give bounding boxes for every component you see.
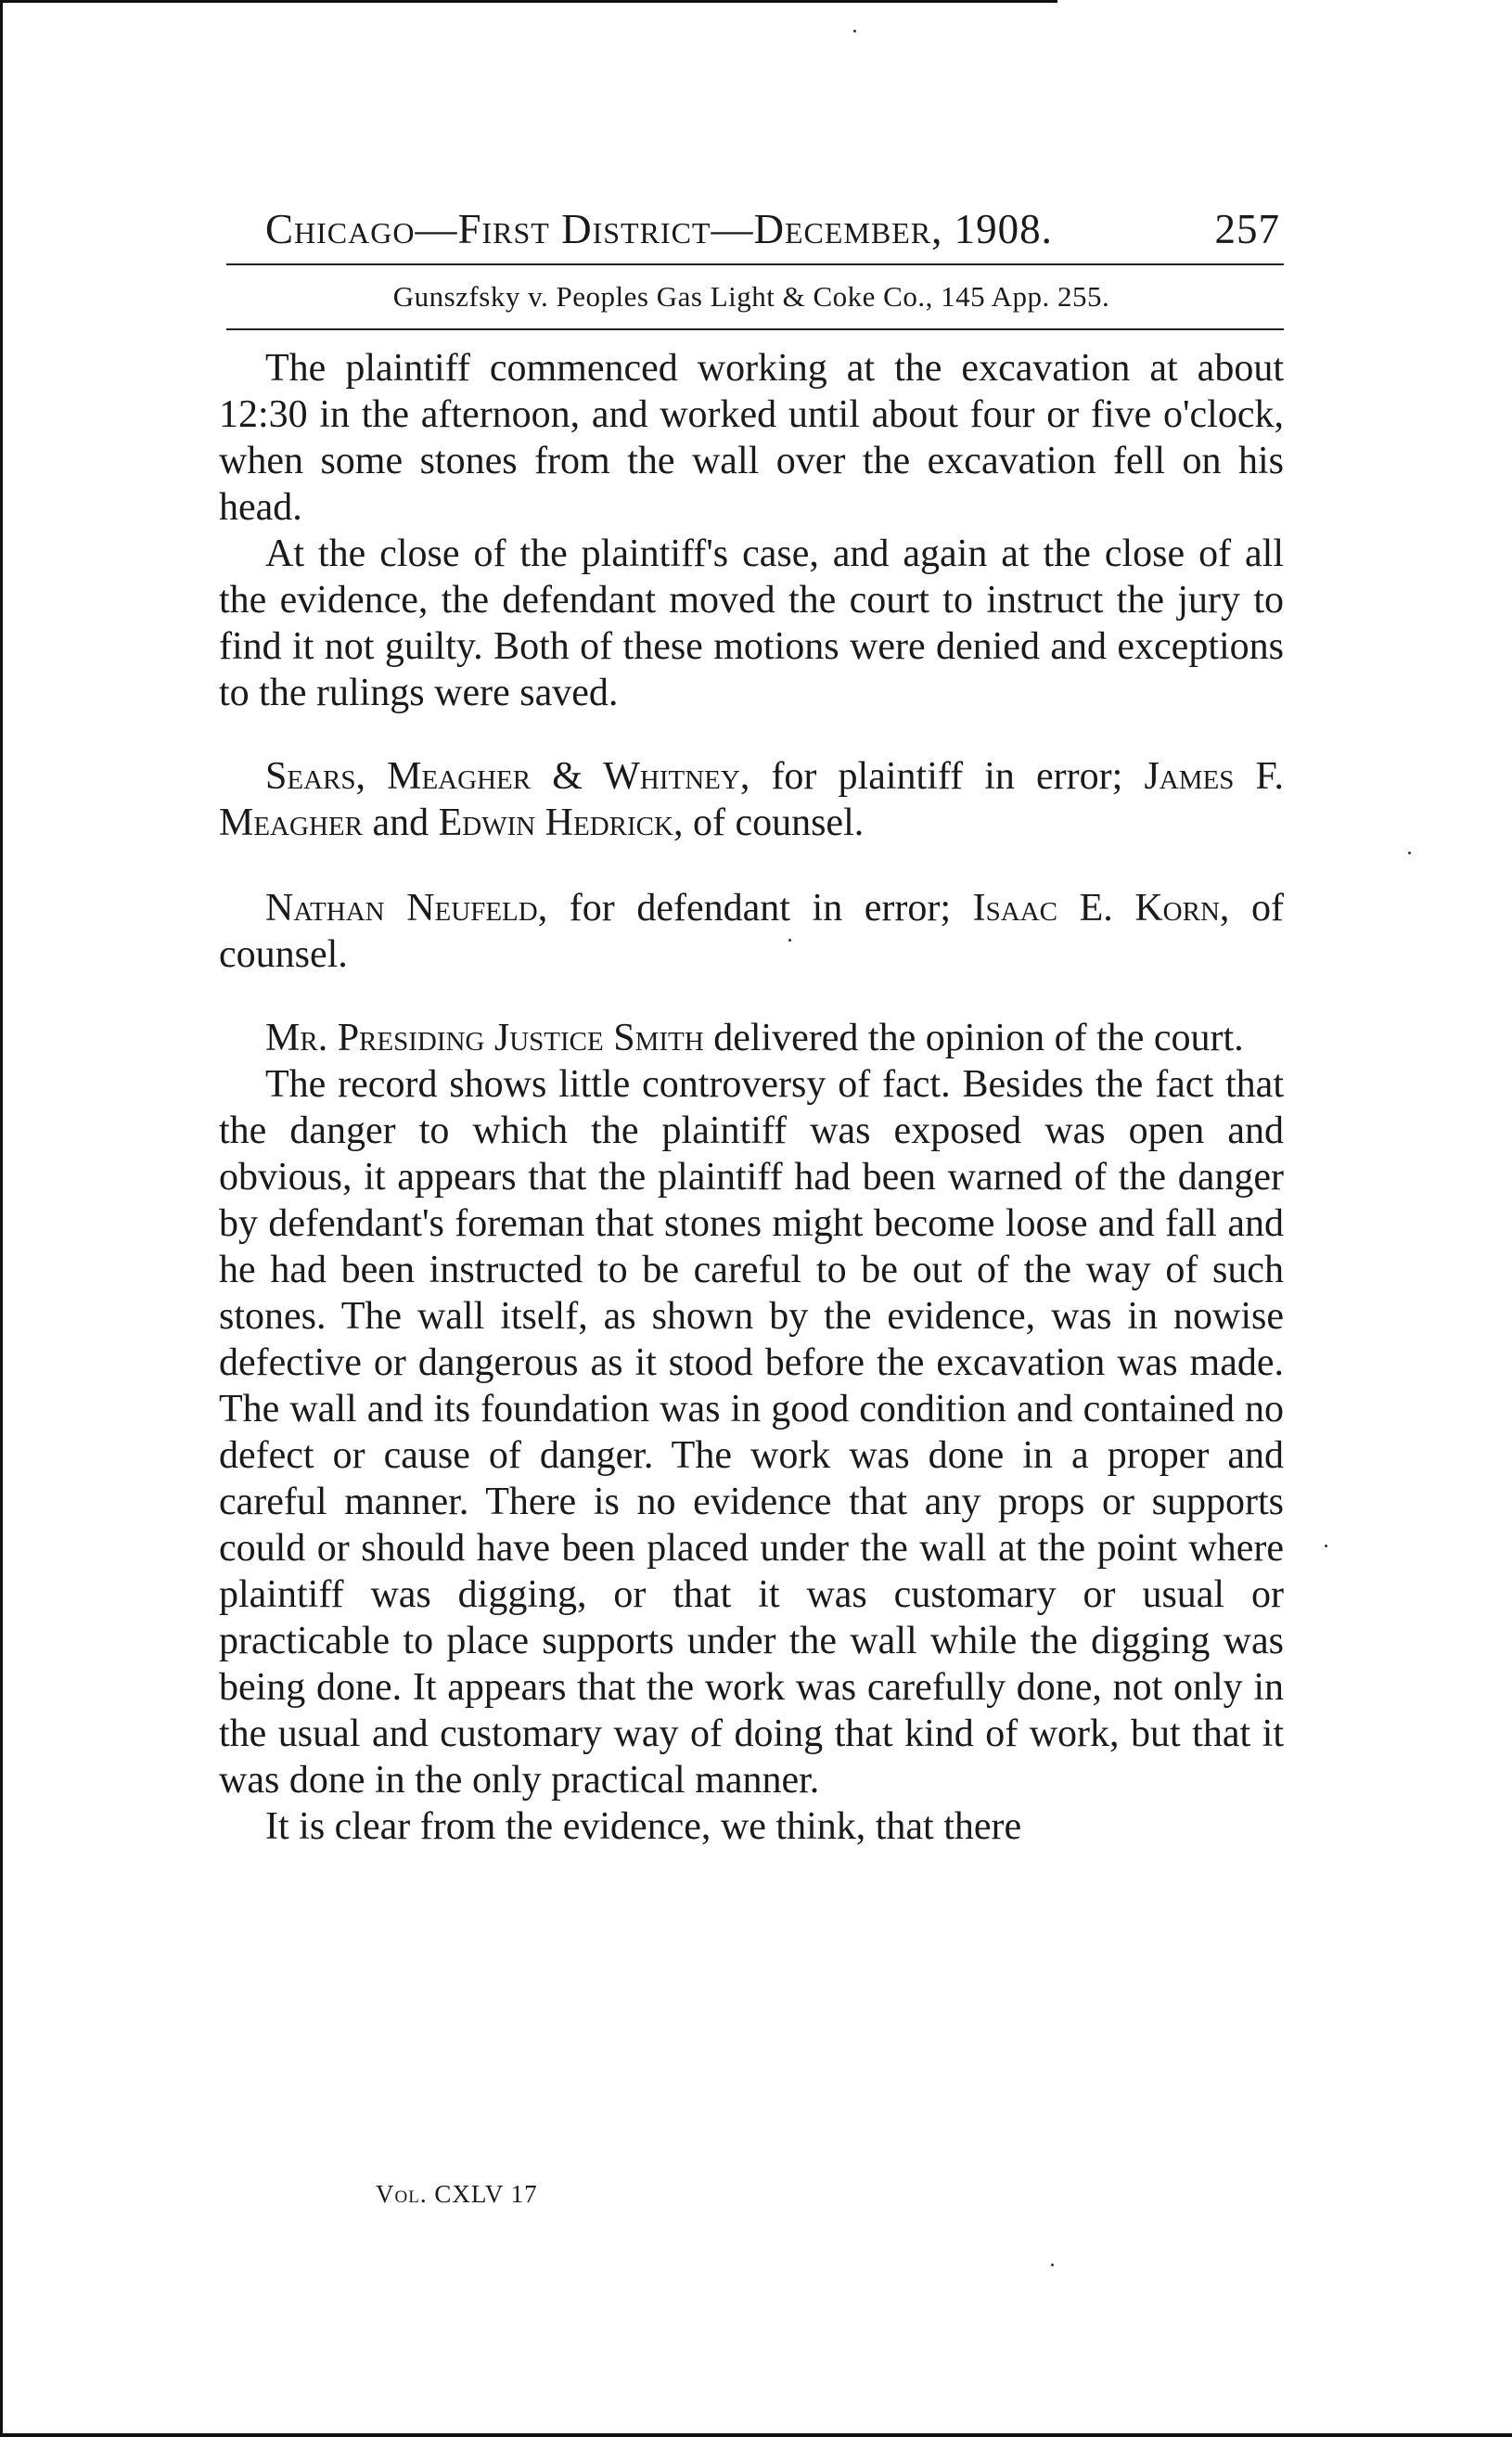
scan-speck: [1408, 852, 1411, 854]
opinion-opening: [219, 1015, 1284, 1061]
defendant-attorney-1: Nathan Neufeld: [265, 887, 538, 930]
header-rule-bottom: [226, 328, 1284, 330]
defendant-attorney-2: Isaac E. Korn: [972, 887, 1220, 930]
page-number: 257: [1214, 206, 1280, 252]
plaintiff-firm: Sears, Meagher & Whitney: [265, 755, 740, 798]
opinion-judge: Mr. Presiding Justice Smith: [265, 1017, 704, 1059]
plaintiff-role: , for plaintiff in error;: [739, 755, 1145, 798]
defendant-suffix: , of counsel.: [219, 887, 1284, 976]
scan-speck: [788, 939, 791, 942]
scan-border-top: [0, 0, 1057, 3]
defendant-role: , for defendant in error;: [537, 887, 973, 930]
running-head-title: Chicago—First District—December, 1908.: [265, 206, 1053, 252]
plaintiff-suffix: , of counsel.: [673, 802, 865, 844]
counsel-defendant: [219, 885, 1284, 978]
scan-speck: [1325, 1545, 1327, 1547]
page: [219, 195, 1284, 1850]
scan-border-left: [0, 0, 3, 2437]
paragraph-3: The record shows little controversy of fact. Besides the fact that the danger to which the plaintiff was exposed was open and obvious, it appears that the plaintiff had been warned of the danger by defendant's foreman that stones might become loose and fall and he had been instructed to be careful to be out of the way of such stones. The wall itself, as shown by the evidence, was in nowise defective or dangerous as it stood before the excavation was made. The wall and its foundation was in good condition and contained no defect or cause of danger. The work was done in a proper and careful manner. There is no evidence that any props or supports could or should have been placed under the wall at the point where plaintiff was digging, or that it was customary or usual or practicable to place supports under the wall while the digging was being done. It appears that the work was carefully done, not only in the usual and customary way of doing that kind of work, but that it was done in the only practical manner.: [219, 1063, 1284, 1802]
plaintiff-conj: and: [362, 802, 439, 844]
counsel-plaintiff: [219, 753, 1284, 846]
scan-border-bottom: [0, 2433, 1512, 2437]
volume-signature: Vol. CXLV 17: [376, 2180, 538, 2208]
running-head: [219, 195, 1284, 263]
plaintiff-attorney-2: Edwin Hedrick: [438, 802, 673, 844]
paragraph-1: The plaintiff commenced working at the excavation at about 12:30 in the afternoon, and worked until about four or five o'clock, when some stones from the wall over the excavation fell on his head.: [219, 347, 1284, 529]
paragraph-4: It is clear from the evidence, we think, that there: [265, 1805, 1022, 1848]
plaintiff-attorney-1: James F. Meagher: [219, 755, 1284, 844]
paragraph-2: At the close of the plaintiff's case, and again at the close of all the evidence, the defendant moved the court to instruct the jury to find it not guilty. Both of these motions were denied and exceptions to the rulings were saved.: [219, 532, 1284, 714]
case-citation: Gunszfsky v. Peoples Gas Light & Coke Co., 145 App. 255.: [392, 280, 1110, 313]
scan-speck: [1051, 2264, 1054, 2266]
scan-speck: [853, 30, 856, 32]
body-text: [219, 345, 1284, 1850]
opinion-opening-text: delivered the opinion of the court.: [703, 1017, 1244, 1059]
